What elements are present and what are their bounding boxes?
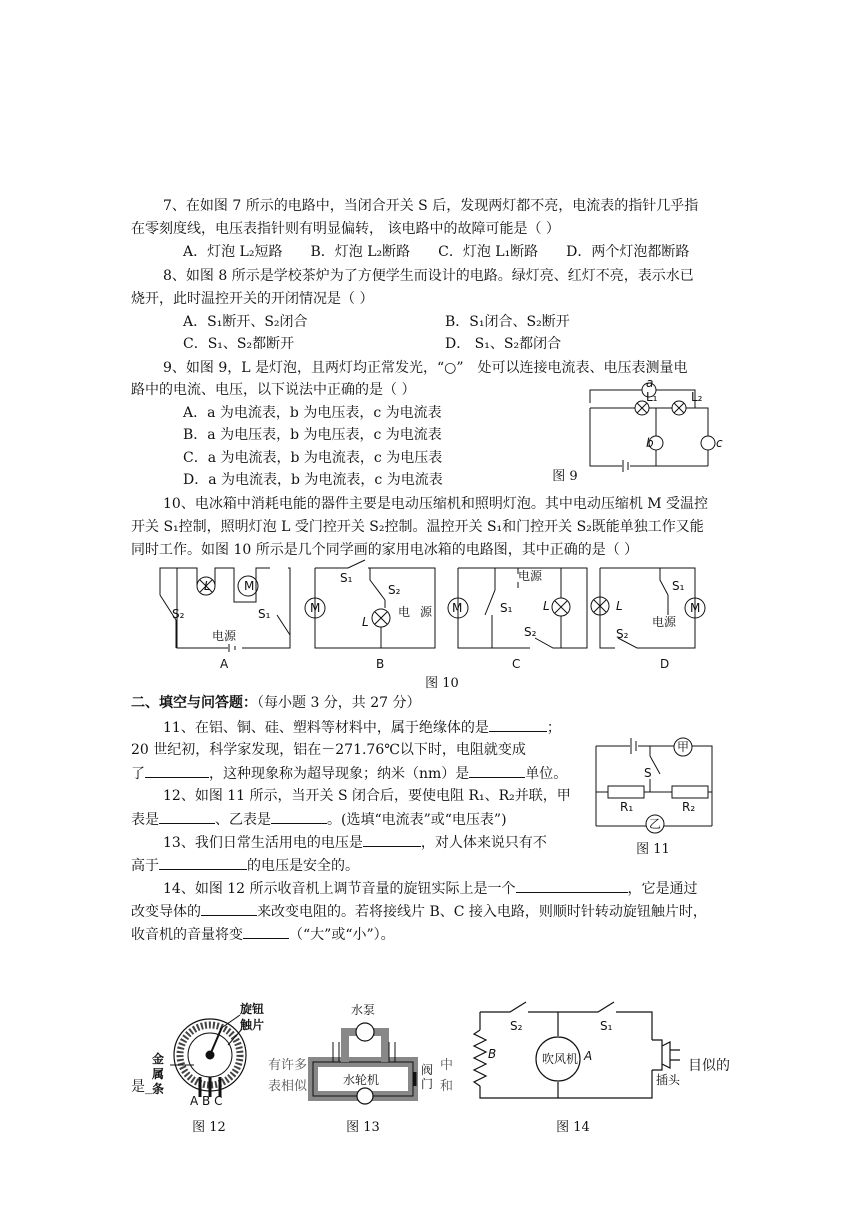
q8-option-b: B．S₁闭合、S₂断开 <box>445 314 570 330</box>
svg-text:S₁: S₁ <box>500 601 513 615</box>
q13-line2 <box>131 855 359 876</box>
q10-line3: 同时工作。如图 10 所示是几个同学画的家用电冰箱的电路图，其中正确的是（ ） <box>131 542 639 558</box>
q12-line2 <box>131 809 507 830</box>
q13-blank-1[interactable] <box>363 832 421 847</box>
q14-line1-b: ，它是通过 <box>627 881 698 897</box>
q14-line2-b: 来改变电阻的。若将接线片 B、C 接入电路，则顺时针转动旋钮触片时， <box>257 904 707 920</box>
svg-text:b: b <box>646 436 654 450</box>
q14-blank-1[interactable] <box>516 878 628 893</box>
fig10-c-power: 电源 <box>518 569 543 583</box>
figure-13-caption: 图 13 <box>346 1120 380 1135</box>
q12-line2-a: 表是 <box>131 812 159 828</box>
q13-line1 <box>163 832 547 853</box>
svg-text:S₂: S₂ <box>616 627 629 641</box>
svg-text:L₂: L₂ <box>691 390 703 404</box>
figure-12-caption: 图 12 <box>192 1120 226 1135</box>
svg-text:S₁: S₁ <box>258 607 271 621</box>
q8-line1: 8、如图 8 所示是学校茶炉为了方便学生而设计的电路。绿灯亮、红灯不亮，表示水已 <box>163 268 694 284</box>
svg-text:M: M <box>310 601 321 615</box>
q13-line2-a: 高于 <box>131 858 159 874</box>
fig13-valve-1: 阀 <box>421 1063 434 1077</box>
svg-text:M: M <box>452 601 463 615</box>
svg-text:S₂: S₂ <box>172 607 185 621</box>
fragment-mu: 目似的 <box>688 1058 730 1074</box>
q13-line1-a: 13、我们日常生活用电的电压是 <box>163 835 363 851</box>
q14-line1-a: 14、如图 12 所示收音机上调节音量的旋钮实际上是一个 <box>163 881 516 897</box>
q8-option-c: C．S₁、S₂都断开 <box>183 336 295 352</box>
fig12-metal-1: 金 <box>152 1052 165 1066</box>
svg-text:S₂: S₂ <box>524 625 537 639</box>
svg-text:B: B <box>488 1047 497 1061</box>
fig10-d-power: 电源 <box>652 615 677 629</box>
svg-text:S₂: S₂ <box>510 1019 523 1033</box>
svg-text:A: A <box>584 1049 593 1063</box>
svg-text:c: c <box>716 436 723 450</box>
fig10-b-power-2: 源 <box>420 605 433 619</box>
q13-line2-b: 的电压是安全的。 <box>247 858 359 874</box>
q14-blank-2[interactable] <box>201 901 257 916</box>
svg-text:S₂: S₂ <box>388 583 401 597</box>
figure-9-circuit <box>560 378 730 478</box>
q8-line2: 烧开，此时温控开关的开闭情况是（ ） <box>131 291 374 307</box>
q13-line1-b: ，对人体来说只有不 <box>420 835 547 851</box>
svg-text:乙: 乙 <box>649 817 662 831</box>
q14-line3 <box>131 924 395 945</box>
q11-line3-a: 了 <box>131 766 145 782</box>
q8-option-a: A．S₁断开、S₂闭合 <box>183 314 308 330</box>
q7-line2: 在零刻度线，电压表指针则有明显偏转， 该电路中的故障可能是（ ） <box>131 221 560 237</box>
fig10-b-power-1: 电 <box>398 605 411 619</box>
figure-14-circuit <box>470 1000 690 1110</box>
svg-text:M: M <box>690 601 701 615</box>
fig13-valve-2: 门 <box>421 1077 434 1091</box>
q12-blank-1[interactable] <box>159 809 215 824</box>
fig10-label-a: A <box>220 657 229 671</box>
q13-blank-2[interactable] <box>159 855 247 870</box>
q11-blank-1[interactable] <box>489 717 547 732</box>
q9-line1: 9、如图 9，L 是灯泡，且两灯均正常发光，“○” 处可以连接电流表、电压表测量电 <box>163 360 688 376</box>
fig10-label-b: B <box>376 657 385 671</box>
svg-text:L: L <box>204 579 211 593</box>
q12-line1: 12、如图 11 所示，当开关 S 闭合后，要使电阻 R₁、R₂并联，甲 <box>163 788 571 804</box>
fragment-zhong: 中 <box>440 1058 454 1073</box>
q11-blank-3[interactable] <box>469 763 525 778</box>
q11-line1-end: ； <box>546 720 561 736</box>
figure-14-caption: 图 14 <box>556 1120 590 1135</box>
q12-line2-b: 、乙表是 <box>215 812 271 828</box>
q14-line3-a: 收音机的音量将变 <box>131 927 243 943</box>
figure-13-water <box>303 1002 443 1112</box>
figure-11-circuit <box>590 734 730 834</box>
fig13-turbine: 水轮机 <box>343 1073 380 1087</box>
q14-line3-b: （“大”或“小”）。 <box>289 927 395 943</box>
q8-option-d: D． S₁、S₂都闭合 <box>445 336 562 352</box>
figure-9-caption: 图 9 <box>552 469 578 484</box>
svg-text:S₁: S₁ <box>340 571 353 585</box>
svg-text:M: M <box>244 579 255 593</box>
figure-10-circuits <box>140 560 720 670</box>
q9-option-c: C．a 为电流表，b 为电流表，c 为电压表 <box>183 450 443 466</box>
q9-line2: 路中的电流、电压，以下说法中正确的是（ ） <box>131 382 416 398</box>
q14-blank-3[interactable] <box>243 924 289 939</box>
fig12-abc: A B C <box>190 1094 223 1108</box>
q9-option-b: B．a 为电压表，b 为电压表，c 为电流表 <box>183 427 442 443</box>
fig10-a-power: 电源 <box>212 629 237 643</box>
svg-text:L: L <box>362 615 369 629</box>
fig14-plug: 插头 <box>656 1073 681 1087</box>
svg-text:S₁: S₁ <box>600 1019 613 1033</box>
fig13-pump: 水泵 <box>351 1003 376 1017</box>
section-2-title: 二、填空与问答题： <box>131 695 257 711</box>
fig12-metal-2: 属 <box>152 1067 165 1081</box>
q9-option-a: A．a 为电流表，b 为电压表，c 为电流表 <box>183 405 442 421</box>
figure-10-caption: 图 10 <box>425 676 459 691</box>
svg-text:R₂: R₂ <box>682 800 696 814</box>
figure-11-caption: 图 11 <box>636 842 670 857</box>
q12-line2-c: 。(选填“电流表”或“电压表”) <box>327 812 507 828</box>
fig12-touch-label: 触片 <box>240 1018 265 1032</box>
svg-text:R₁: R₁ <box>620 800 634 814</box>
q11-blank-2[interactable] <box>145 763 209 778</box>
fig10-label-d: D <box>660 657 670 671</box>
q14-line1 <box>163 878 698 899</box>
figure-12-knob <box>150 1002 270 1108</box>
q10-line2: 开关 S₁控制，照明灯泡 L 受门控开关 S₂控制。温控开关 S₁和门控开关 S₂既能单独工作又能 <box>131 519 704 535</box>
svg-text:甲: 甲 <box>677 740 690 754</box>
q11-line3-b: ，这种现象称为超导现象；纳米（nm）是 <box>209 766 470 782</box>
q14-line2-a: 改变导体的 <box>131 904 201 920</box>
q11-line1 <box>163 717 561 738</box>
q9-option-d: D．a 为电流表，b 为电流表，c 为电流表 <box>183 472 443 488</box>
q10-line1: 10、电冰箱中消耗电能的器件主要是电动压缩机和照明灯泡。其中电动压缩机 M 受温控 <box>163 496 709 512</box>
q11-line2: 20 世纪初，科学家发现，铝在－271.76℃以下时，电阻就变成 <box>131 742 526 758</box>
fig12-metal-3: 条 <box>152 1082 165 1096</box>
section-2-note: （每小题 3 分，共 27 分） <box>257 695 421 711</box>
q7-options: A．灯泡 L₂短路 B．灯泡 L₂断路 C．灯泡 L₁断路 D．两个灯泡都断路 <box>183 244 690 260</box>
svg-text:L: L <box>616 599 623 613</box>
q11-line1-text: 11、在铝、铜、硅、塑料等材料中，属于绝缘体的是 <box>163 720 489 736</box>
fig12-knob-label: 旋钮 <box>240 1002 265 1016</box>
q12-blank-2[interactable] <box>271 809 327 824</box>
svg-text:S₁: S₁ <box>672 579 685 593</box>
fragment-xu: 有许多 <box>268 1058 308 1073</box>
q14-line2 <box>131 901 707 922</box>
fragment-shi: 是_ <box>131 1079 152 1095</box>
svg-text:a: a <box>646 376 654 390</box>
fragment-he: 和 <box>440 1079 454 1094</box>
svg-text:L₁: L₁ <box>646 390 658 404</box>
section-2-heading <box>131 693 421 713</box>
svg-text:S: S <box>644 766 652 780</box>
q11-line3-c: 单位。 <box>525 766 568 782</box>
fig14-dryer: 吹风机 <box>542 1052 579 1066</box>
q11-line3 <box>131 763 567 784</box>
q7-line1: 7、在如图 7 所示的电路中，当闭合开关 S 后，发现两灯都不亮，电流表的指针几乎指 <box>163 198 699 214</box>
fragment-xiang: 表相似 <box>268 1079 308 1094</box>
fig10-label-c: C <box>512 657 521 671</box>
svg-text:L: L <box>543 599 550 613</box>
